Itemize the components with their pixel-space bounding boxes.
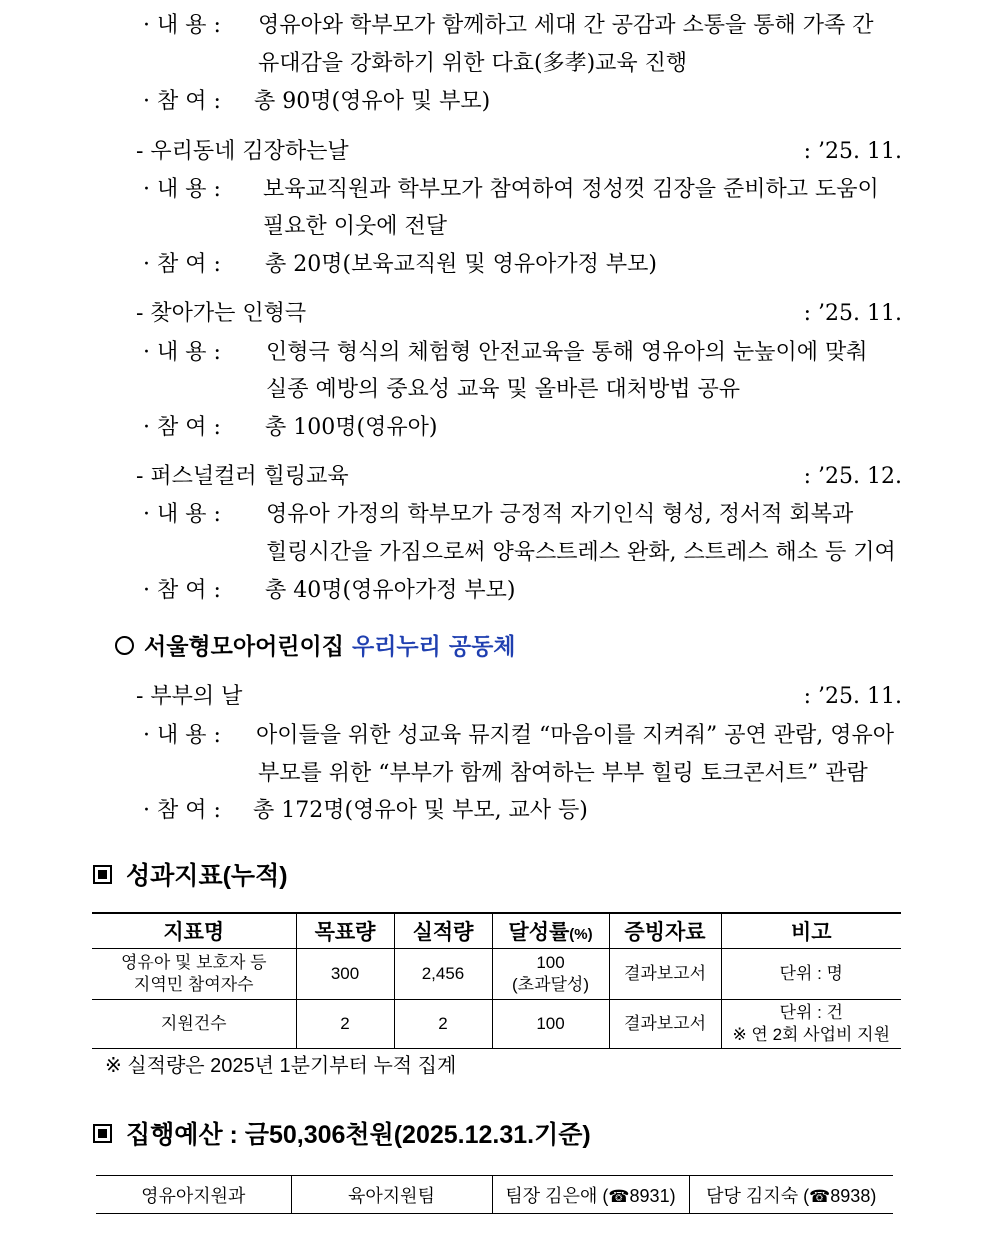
community-section-heading [115,632,516,662]
contact-team: 육아지원팀 [291,1176,492,1214]
kpi-cell-actual: 2,456 [394,949,492,1000]
kpi-note-line1: 단위 : 건 [779,1003,843,1022]
kpi-header-row [92,913,901,949]
program-participants-label: · 참 여 : [143,252,221,277]
square-bullet-icon [93,865,112,884]
program-participants: 총 172명(영유아 및 부모, 교사 등) [253,798,588,823]
program-content-line2: 부모를 위한 “부부가 함께 참여하는 부부 힐링 토크콘서트” 관람 [258,761,868,786]
kpi-header-evidence: 증빙자료 [609,913,721,949]
program-participants: 총 100명(영유아) [265,415,438,440]
kpi-heading [93,860,288,892]
program-content-label: · 내 용 : [143,723,221,748]
program-content-label: · 내 용 : [143,502,221,527]
kpi-cell-target: 2 [296,1000,394,1049]
contact-leader-label: 팀장 김은애 ( [505,1185,609,1206]
table-row [92,1000,901,1049]
program-content-label: · 내 용 : [143,340,221,365]
kpi-header-rate-text: 달성률 [508,921,570,944]
budget-heading-text: 집행예산 : 금50,306천원(2025.12.31.기준) [126,1121,591,1149]
program-title: - 우리동네 김장하는날 [136,139,349,164]
contact-staff [689,1176,893,1214]
kpi-cell-rate: 100 [492,1000,609,1049]
program-top-content-text1: 영유아와 학부모가 함께하고 세대 간 공감과 소통을 통해 가족 간 [258,13,874,38]
program-content-line2: 실종 예방의 중요성 교육 및 올바른 대처방법 공유 [266,377,740,402]
program-title: - 찾아가는 인형극 [136,301,307,326]
program-date: : ’25. 11. [803,139,902,164]
budget-heading [93,1119,591,1151]
kpi-table [92,912,901,1049]
program-participants: 총 20명(보육교직원 및 영유아가정 부모) [265,252,657,277]
kpi-header-name: 지표명 [92,913,296,949]
program-top-content-line1 [258,12,901,40]
kpi-note-line2: ※ 연 2회 사업비 지원 [732,1025,891,1044]
kpi-cell-note [721,1000,901,1049]
kpi-name-line2: 지역민 참여자수 [133,975,254,994]
program-content-line1: 인형극 형식의 체험형 안전교육을 통해 영유아의 눈높이에 맞춰 [266,340,868,365]
kpi-rate-line1: 100 [536,953,565,972]
kpi-cell-rate [492,949,609,1000]
program-content-label: · 내 용 : [143,177,221,202]
program-participants-label: · 참 여 : [143,578,221,603]
program-participants-label: · 참 여 : [143,798,221,823]
program-title: - 퍼스널컬러 힐링교육 [136,464,349,489]
table-row [96,1176,893,1214]
kpi-cell-evidence: 결과보고서 [609,1000,721,1049]
kpi-header-actual: 실적량 [394,913,492,949]
program-title: - 부부의 날 [136,684,243,709]
contact-department: 영유아지원과 [141,1185,246,1206]
kpi-header-rate-unit: (%) [569,926,593,943]
kpi-header-target: 목표량 [296,913,394,949]
kpi-cell-note: 단위 : 명 [721,949,901,1000]
phone-icon: ☎ [809,1186,831,1206]
program-content-line1: 영유아 가정의 학부모가 긍정적 자기인식 형성, 정서적 회복과 [266,502,854,527]
circle-bullet-icon [115,636,134,655]
contact-leader-ext: 8931) [629,1185,676,1206]
program-top-content-label: · 내 용 : [143,13,221,38]
kpi-rate-line2: (초과달성) [511,975,589,994]
contact-leader [492,1176,689,1214]
kpi-cell-target: 300 [296,949,394,1000]
program-participants: 총 40명(영유아가정 부모) [265,578,516,603]
kpi-header-note: 비고 [721,913,901,949]
program-date: : ’25. 11. [803,301,902,326]
kpi-cell-name [92,949,296,1000]
program-participants-label: · 참 여 : [143,415,221,440]
program-top-participants-label: · 참 여 : [143,89,221,114]
contact-staff-label: 담당 김지숙 ( [706,1185,810,1206]
kpi-cell-evidence: 결과보고서 [609,949,721,1000]
kpi-name-line1: 영유아 및 보호자 등 [120,953,267,972]
contact-table [96,1175,893,1214]
program-content-line1: 보육교직원과 학부모가 참여하여 정성껏 김장을 준비하고 도움이 [263,177,879,202]
program-date: : ’25. 12. [803,464,902,489]
program-top-participants: 총 90명(영유아 및 부모) [254,89,491,114]
kpi-footnote: ※ 실적량은 2025년 1분기부터 누적 집계 [105,1055,457,1077]
square-bullet-icon [93,1124,112,1143]
program-content-line2: 힐링시간을 가짐으로써 양육스트레스 완화, 스트레스 해소 등 기여 [266,540,896,565]
program-date: : ’25. 11. [803,684,902,709]
table-row [92,949,901,1000]
kpi-cell-actual: 2 [394,1000,492,1049]
program-content-line2: 필요한 이웃에 전달 [263,214,448,239]
community-title-highlight: 우리누리 공동체 [351,633,516,660]
program-content-line1: 아이들을 위한 성교육 뮤지컬 “마음이를 지켜줘” 공연 관람, 영유아 [256,723,894,748]
community-title: 서울형모아어린이집 [144,633,344,660]
kpi-header-rate [492,913,609,949]
phone-icon: ☎ [608,1186,630,1206]
kpi-cell-name: 지원건수 [92,1000,296,1049]
kpi-heading-text: 성과지표(누적) [126,862,288,890]
contact-staff-ext: 8938) [830,1185,877,1206]
program-top-content-line2: 유대감을 강화하기 위한 다효(多孝)교육 진행 [258,51,688,76]
